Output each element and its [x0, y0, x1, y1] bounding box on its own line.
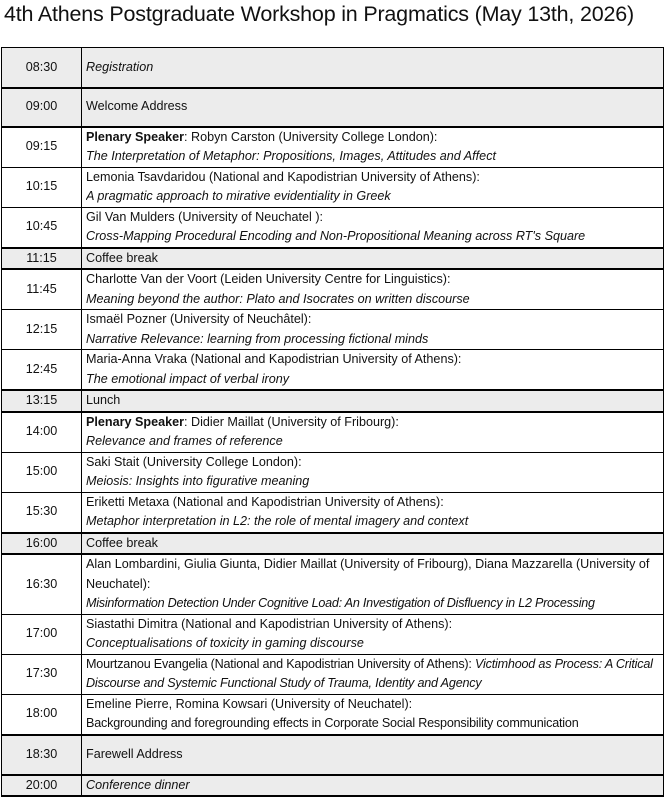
schedule-row-talk	[2, 269, 664, 310]
schedule-row-talk	[2, 614, 664, 654]
talk-title: Metaphor interpretation in L2: the role of mental imagery and context	[86, 514, 469, 528]
event-cell	[82, 269, 664, 310]
time-cell: 11:15	[2, 248, 82, 270]
talk-title: Meiosis: Insights into figurative meaning	[86, 474, 310, 488]
talk-title: Narrative Relevance: learning from processing fictional minds	[86, 331, 429, 346]
event-cell	[82, 167, 664, 207]
time-cell: 16:30	[2, 554, 82, 614]
speaker-text: Ismaël Pozner (University of Neuchâtel):	[86, 312, 312, 326]
time-cell: 10:15	[2, 167, 82, 207]
talk-title: Conceptualisations of toxicity in gaming discourse	[86, 636, 364, 650]
schedule-row-talk	[2, 127, 664, 168]
time-cell: 15:30	[2, 492, 82, 533]
time-cell: 17:00	[2, 614, 82, 654]
schedule-row-talk	[2, 207, 664, 248]
time-cell: 15:00	[2, 452, 82, 492]
talk-title: The Interpretation of Metaphor: Propositions, Images, Attitudes and Affect	[86, 149, 496, 163]
talk-title: Meaning beyond the author: Plato and Isocrates on written discourse	[86, 291, 470, 306]
schedule-row-welcome	[2, 88, 664, 127]
event-cell	[82, 350, 664, 391]
time-cell: 08:30	[2, 48, 82, 88]
speaker-text: Emeline Pierre, Romina Kowsari (University of Neuchatel):	[86, 696, 413, 711]
speaker-text: Eriketti Metaxa (National and Kapodistrian University of Athens):	[86, 494, 444, 509]
schedule-row-coffee-break	[2, 533, 664, 555]
talk-title: Misinformation Detection Under Cognitive Load: An Investigation of Disfluency in L2 Processing	[86, 596, 595, 610]
time-cell: 10:45	[2, 207, 82, 248]
schedule-row-talk	[2, 412, 664, 453]
speaker-text: Maria-Anna Vraka (National and Kapodistrian University of Athens):	[86, 352, 462, 366]
event-label: Conference dinner	[86, 777, 190, 792]
schedule-row-talk	[2, 350, 664, 391]
event-cell	[82, 614, 664, 654]
schedule-row-talk	[2, 554, 664, 614]
event-cell	[82, 88, 664, 127]
event-cell	[82, 533, 664, 555]
schedule-row-talk	[2, 452, 664, 492]
schedule-row-talk	[2, 310, 664, 350]
event-label: Coffee break	[86, 535, 158, 550]
speaker-text: Mourtzanou Evangelia (National and Kapodistrian University of Athens):	[86, 656, 476, 671]
plenary-label: Plenary Speaker	[86, 414, 185, 429]
time-cell: 09:15	[2, 127, 82, 168]
talk-title: Relevance and frames of reference	[86, 434, 283, 448]
talk-title: Cross-Mapping Procedural Encoding and Non-Propositional Meaning across RT's Square	[86, 229, 586, 243]
schedule-row-lunch	[2, 390, 664, 412]
time-cell: 20:00	[2, 775, 82, 797]
time-cell: 13:15	[2, 390, 82, 412]
schedule-row-talk	[2, 167, 664, 207]
event-cell	[82, 554, 664, 614]
time-cell: 12:15	[2, 310, 82, 350]
time-cell: 18:00	[2, 694, 82, 735]
plenary-label: Plenary Speaker	[86, 129, 185, 144]
event-cell	[82, 735, 664, 775]
talk-title: Backgrounding and foregrounding effects in Corporate Social Responsibility communication	[86, 716, 579, 730]
schedule-row-coffee-break	[2, 248, 664, 270]
event-cell	[82, 390, 664, 412]
talk-title: The emotional impact of verbal irony	[86, 371, 289, 386]
speaker-line	[86, 413, 661, 433]
speaker-text: Alan Lombardini, Giulia Giunta, Didier Maillat (University of Fribourg), Diana Mazzarella (University of Neuchatel):	[86, 557, 650, 591]
event-label: Registration	[86, 59, 154, 74]
time-cell: 18:30	[2, 735, 82, 775]
event-label: Lunch	[86, 393, 121, 407]
speaker-line	[86, 655, 661, 694]
schedule-row-dinner	[2, 775, 664, 797]
event-cell	[82, 48, 664, 88]
event-cell	[82, 412, 664, 453]
schedule-row-talk	[2, 492, 664, 533]
schedule-row-registration	[2, 48, 664, 88]
time-cell: 11:45	[2, 269, 82, 310]
speaker-text: Charlotte Van der Voort (Leiden University Centre for Linguistics):	[86, 272, 451, 286]
event-cell	[82, 492, 664, 533]
event-cell	[82, 127, 664, 168]
speaker-text: : Didier Maillat (University of Fribourg):	[184, 414, 399, 429]
schedule-table	[1, 47, 664, 797]
time-cell: 09:00	[2, 88, 82, 127]
page-title: 4th Athens Postgraduate Workshop in Pragmatics (May 13th, 2026)	[4, 2, 634, 26]
event-cell	[82, 654, 664, 694]
event-cell	[82, 207, 664, 248]
event-label: Coffee break	[86, 250, 158, 265]
event-cell	[82, 248, 664, 270]
time-cell: 12:45	[2, 350, 82, 391]
event-cell	[82, 310, 664, 350]
event-cell	[82, 694, 664, 735]
event-label: Welcome Address	[86, 99, 188, 114]
time-cell: 14:00	[2, 412, 82, 453]
event-cell	[82, 775, 664, 797]
time-cell: 16:00	[2, 533, 82, 555]
time-cell: 17:30	[2, 654, 82, 694]
speaker-text: Siastathi Dimitra (National and Kapodistrian University of Athens):	[86, 616, 453, 631]
event-cell	[82, 452, 664, 492]
schedule-row-farewell	[2, 735, 664, 775]
speaker-text: Lemonia Tsavdaridou (National and Kapodistrian University of Athens):	[86, 169, 480, 184]
speaker-text: : Robyn Carston (University College London):	[184, 129, 438, 144]
talk-title: A pragmatic approach to mirative evidentiality in Greek	[86, 189, 391, 203]
speaker-text: Gil Van Mulders (University of Neuchatel ):	[86, 209, 324, 224]
speaker-text: Saki Stait (University College London):	[86, 454, 302, 469]
event-label: Farewell Address	[86, 746, 183, 761]
talk-title: Victimhood as Process: A Critical Discourse and Systemic Functional Study of Trauma, Identity and Agency	[86, 656, 653, 690]
schedule-row-talk	[2, 694, 664, 735]
schedule-row-talk	[2, 654, 664, 694]
speaker-line	[86, 128, 661, 148]
